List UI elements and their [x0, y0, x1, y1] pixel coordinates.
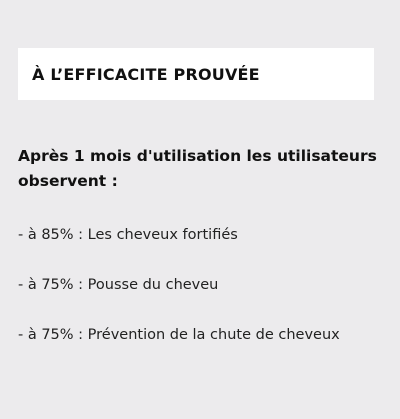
section-title: À L’EFFICACITE PROUVÉE: [32, 64, 260, 84]
section-title-bar: [18, 48, 374, 100]
intro-text: Après 1 mois d'utilisation les utilisateurs observent :: [18, 147, 377, 190]
stats-list: [18, 225, 388, 375]
stat-item: - à 75% : Prévention de la chute de cheveux: [18, 327, 340, 343]
stat-item: - à 85% : Les cheveux fortifiés: [18, 227, 238, 243]
stat-item: - à 75% : Pousse du cheveu: [18, 277, 219, 293]
